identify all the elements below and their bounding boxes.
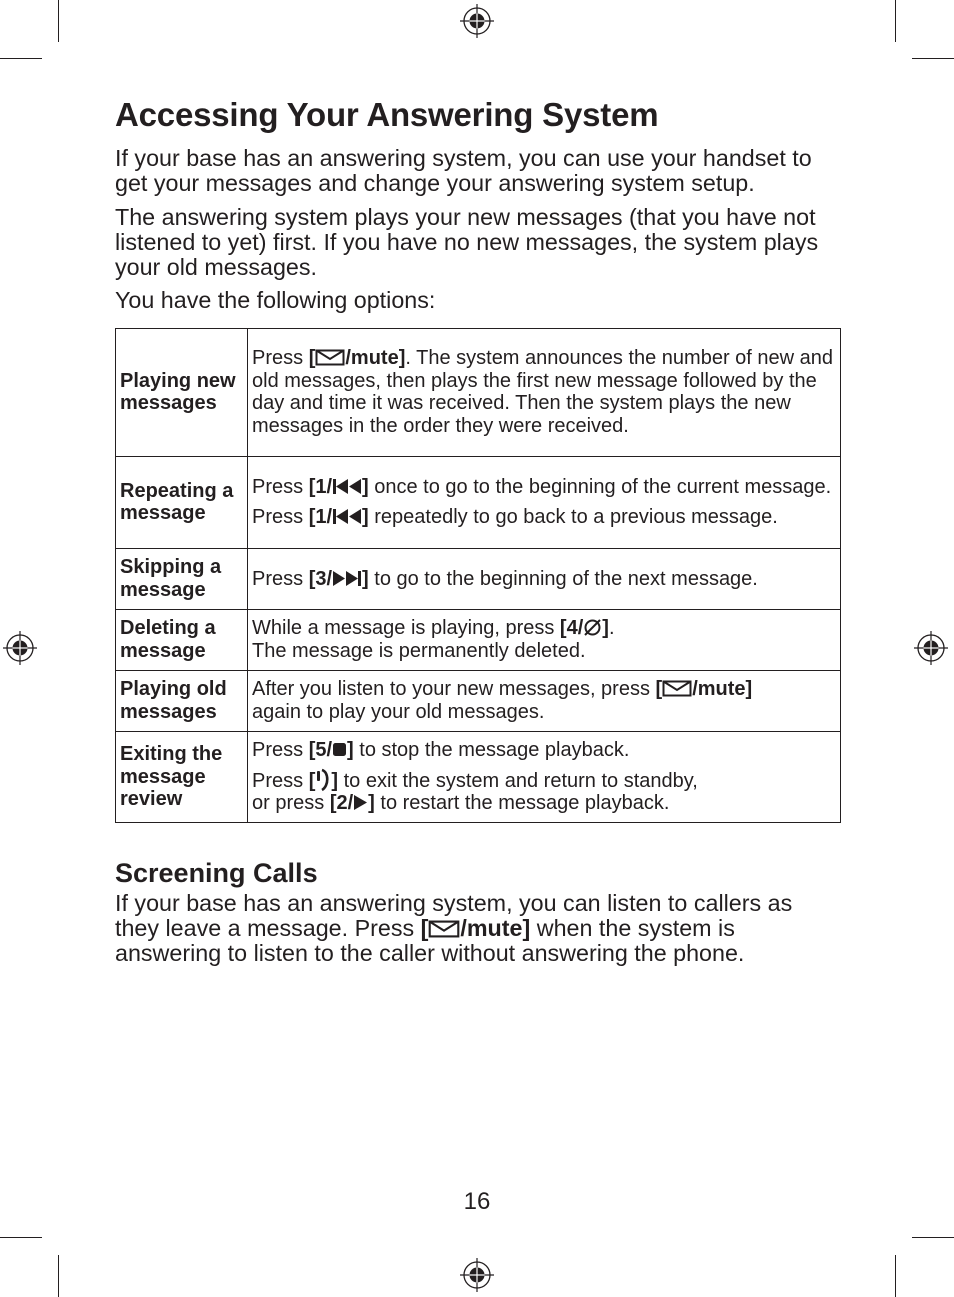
envelope-icon [428,920,460,938]
crop-mark [0,1237,42,1238]
crop-mark [895,1255,896,1297]
option-description: While a message is playing, press [4/ ]. The message is permanently deleted. [248,609,841,670]
play-key: [2/ ] [329,792,375,815]
option-description: After you listen to your new messages, press [ /mute] again to play your old messages. [248,670,841,731]
page-title: Accessing Your Answering System [115,96,659,133]
crop-mark [58,0,59,42]
option-description: Press [1/ ] once to go to the beginning of the current message. Press [1/ ] repeatedly to go back to a previous message. [248,456,841,548]
off-key: [ ] [308,769,339,792]
delete-key: [4/ ] [559,617,609,640]
option-description: Press [ /mute]. The system announces the number of new and old messages, then plays the first new message followed by the day and time it was received. Then the system plays the new messages in the order they were received. [248,328,841,456]
table-row [116,328,841,456]
intro-paragraph: You have the following options: [115,287,436,314]
previous-key: [1/ ] [308,505,369,528]
option-label: Playing old messages [116,670,248,731]
skip-forward-icon [332,570,362,587]
options-table [115,328,841,823]
crop-mark [912,58,954,59]
delete-icon [583,619,602,636]
mute-key: [ /mute] [655,678,753,701]
option-label: Deleting a message [116,609,248,670]
section-title: Screening Calls [115,857,318,888]
table-row [116,548,841,609]
crop-mark [912,1237,954,1238]
option-label: Playing new messages [116,328,248,456]
next-key: [3/ ] [308,567,369,590]
previous-key: [1/ ] [308,476,369,499]
play-icon [353,794,368,811]
screening-section [115,857,841,967]
option-label: Skipping a message [116,548,248,609]
intro-paragraph: The answering system plays your new messages (that you have not listened to yet) first. If you have no new messages, the system plays your old messages. [115,203,819,281]
table-row [116,731,841,822]
crop-mark [895,0,896,42]
registration-mark-icon [3,631,37,665]
table-row [116,456,841,548]
envelope-icon [662,680,692,697]
screening-paragraph: If your base has an answering system, you can listen to callers as they leave a message. Press [ /mute] when the system is answering to listen to the caller without answering the phone. [115,889,793,967]
crop-mark [58,1255,59,1297]
mute-key: [ /mute] [420,915,531,942]
envelope-icon [315,349,345,366]
option-description: Press [3/ ] to go to the beginning of the next message. [248,548,841,609]
page-number: 16 [463,1188,491,1215]
registration-mark-icon [914,631,948,665]
registration-mark-icon [460,4,494,38]
option-label: Repeating a message [116,456,248,548]
stop-key: [5/ ] [308,739,354,762]
table-row [116,609,841,670]
stop-icon [332,741,347,758]
skip-back-icon [332,478,362,495]
crop-mark [0,58,42,59]
option-description: Press [5/ ] to stop the message playback. Press [ ] to exit the system and return to standby, or press [2/ ] to restart the message playback. [248,731,841,822]
skip-back-icon [332,508,362,525]
table-row [116,670,841,731]
option-label: Exiting the message review [116,731,248,822]
mute-key: [ /mute] [308,347,406,370]
registration-mark-icon [460,1258,494,1292]
page-content [115,95,841,975]
intro-paragraph: If your base has an answering system, you can use your handset to get your messages and change your answering system setup. [115,145,812,197]
phone-off-icon [315,768,331,792]
